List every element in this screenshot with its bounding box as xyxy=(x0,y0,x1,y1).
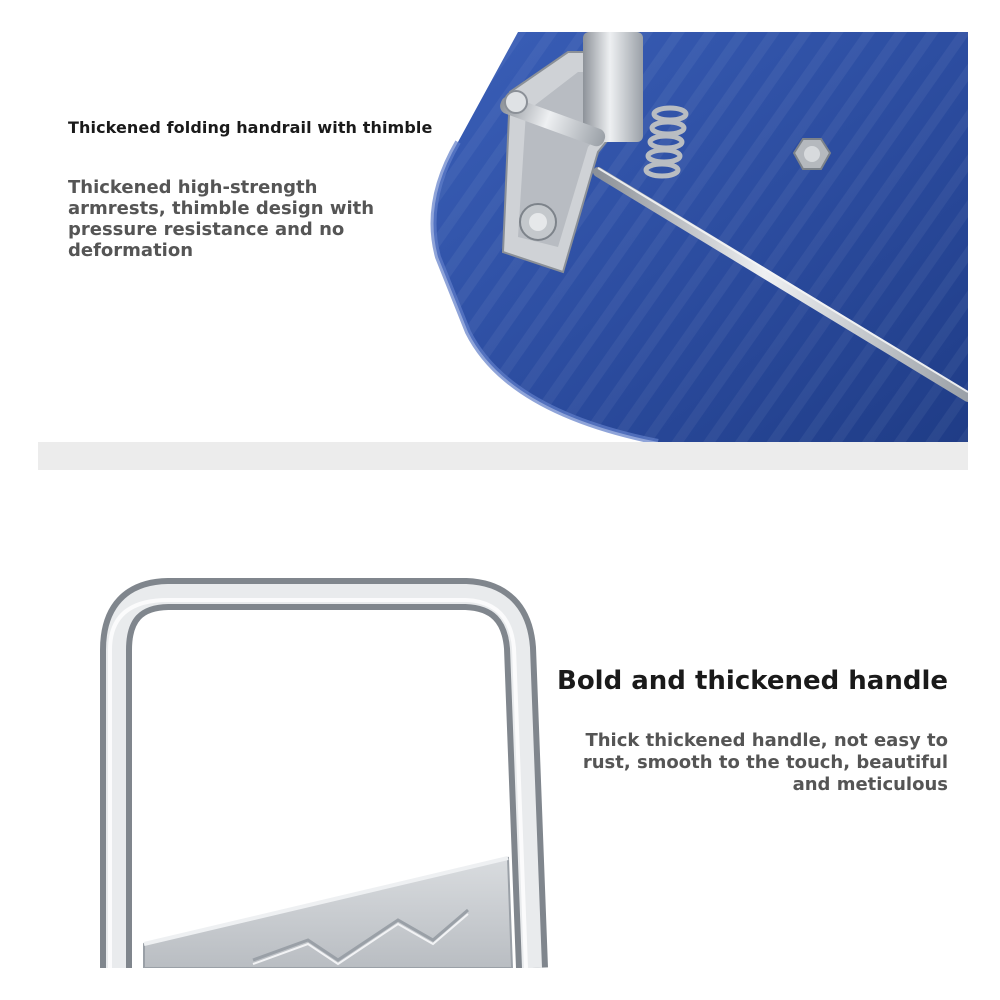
handle-description: Thick thickened handle, not easy to rust, smooth to the touch, beautiful and meticulous xyxy=(582,730,948,795)
folding-handrail-panel xyxy=(38,32,968,442)
handle-tube-base xyxy=(583,32,643,142)
handle-photo xyxy=(38,470,598,968)
platform-hinge-photo xyxy=(38,32,968,442)
handle-heading: Bold and thickened handle xyxy=(557,666,948,696)
folding-handrail-heading: Thickened folding handrail with thimble xyxy=(68,118,433,137)
section-divider xyxy=(38,442,968,470)
product-detail-frame xyxy=(38,32,968,968)
handle-brace-plate xyxy=(144,858,512,968)
handle-panel xyxy=(38,470,968,968)
bracket-bolt xyxy=(520,204,556,240)
folding-handrail-description: Thickened high-strength armrests, thimble design with pressure resistance and no deformation xyxy=(68,177,375,261)
hex-bolt xyxy=(794,139,830,169)
